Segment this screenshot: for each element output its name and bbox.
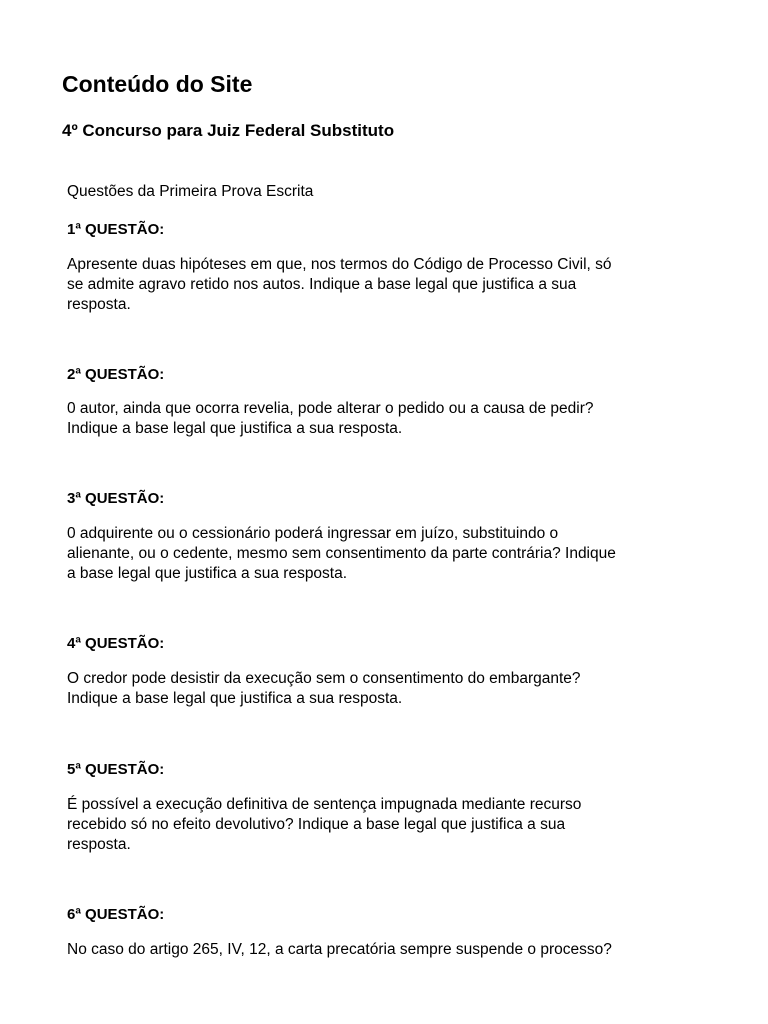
site-title: Conteúdo do Site [62, 71, 253, 97]
question-5-text [67, 795, 717, 855]
question-4-label: 4ª QUESTÃO: [67, 635, 165, 652]
text-line: a base legal que justifica a sua resposta. [67, 565, 348, 582]
text-line: É possível a execução definitiva de sentença impugnada mediante recurso [67, 796, 582, 813]
text-line: 0 adquirente ou o cessionário poderá ingressar em juízo, substituindo o [67, 525, 559, 542]
question-1-text [67, 255, 717, 315]
contest-title: 4º Concurso para Juiz Federal Substituto [62, 121, 395, 140]
question-1-label: 1ª QUESTÃO: [67, 221, 165, 238]
text-line: No caso do artigo 265, IV, 12, a carta precatória sempre suspende o processo? [67, 941, 612, 958]
question-5-label: 5ª QUESTÃO: [67, 761, 165, 778]
question-3-text [67, 524, 717, 584]
text-line: resposta. [67, 836, 131, 853]
question-3-label: 3ª QUESTÃO: [67, 490, 165, 507]
question-6-text [67, 940, 717, 960]
text-line: recebido só no efeito devolutivo? Indique a base legal que justifica a sua [67, 816, 566, 833]
text-line: se admite agravo retido nos autos. Indique a base legal que justifica a sua [67, 276, 577, 293]
question-2-text [67, 399, 717, 439]
question-2-label: 2ª QUESTÃO: [67, 366, 165, 383]
text-line: 0 autor, ainda que ocorra revelia, pode alterar o pedido ou a causa de pedir? [67, 400, 594, 417]
text-line: alienante, ou o cedente, mesmo sem consentimento da parte contrária? Indique [67, 545, 616, 562]
text-line: resposta. [67, 296, 131, 313]
section-heading: Questões da Primeira Prova Escrita [67, 183, 314, 200]
text-line: Apresente duas hipóteses em que, nos termos do Código de Processo Civil, só [67, 256, 612, 273]
text-line: Indique a base legal que justifica a sua resposta. [67, 690, 403, 707]
question-6-label: 6ª QUESTÃO: [67, 906, 165, 923]
question-4-text [67, 669, 717, 709]
text-line: O credor pode desistir da execução sem o consentimento do embargante? [67, 670, 581, 687]
text-line: Indique a base legal que justifica a sua resposta. [67, 420, 403, 437]
